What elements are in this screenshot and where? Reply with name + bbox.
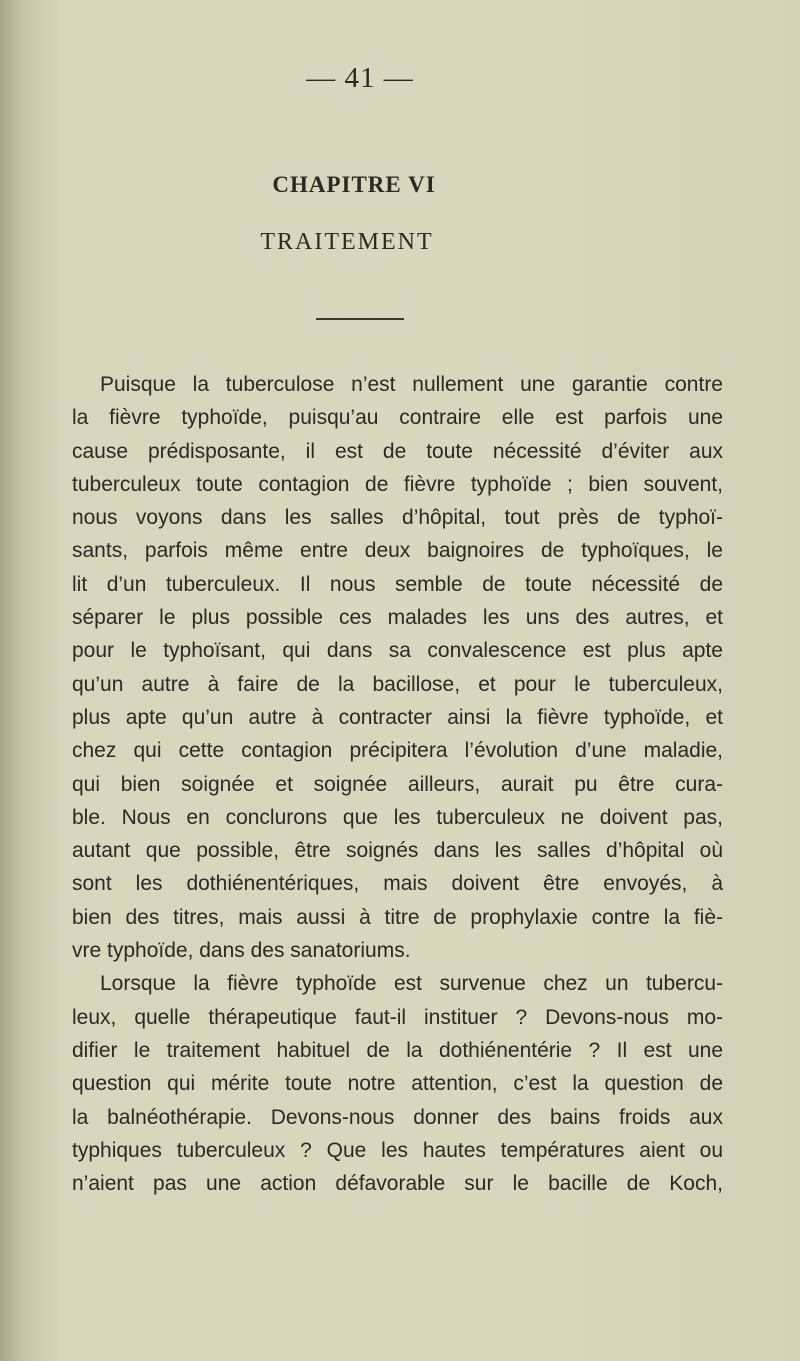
text-line: bien des titres, mais aussi à titre de prophylaxie contre la fiè- xyxy=(72,905,723,929)
text-line: Lorsque la fièvre typhoïde est survenue chez un tubercu- xyxy=(100,972,723,996)
text-line: pour le typhoïsant, qui dans sa convalescence est plus apte xyxy=(72,639,723,663)
chapter-heading: CHAPITRE VI xyxy=(272,172,436,197)
text-line: qu’un autre à faire de la bacillose, et pour le tuberculeux, xyxy=(72,672,723,696)
text-line: la balnéothérapie. Devons-nous donner des bains froids aux xyxy=(72,1105,723,1129)
body-text xyxy=(72,368,723,1200)
text-line: qui bien soignée et soignée ailleurs, aurait pu être cura- xyxy=(72,772,723,796)
section-title: TRAITEMENT xyxy=(260,229,434,255)
text-line: difier le traitement habituel de la dothiénentérie ? Il est une xyxy=(72,1038,723,1062)
text-line: typhiques tuberculeux ? Que les hautes températures aient ou xyxy=(72,1138,723,1162)
text-line: cause prédisposante, il est de toute nécessité d’éviter aux xyxy=(72,439,723,463)
text-line: chez qui cette contagion précipitera l’évolution d’une maladie, xyxy=(72,739,723,763)
text-line: n’aient pas une action défavorable sur le bacille de Koch, xyxy=(72,1172,723,1196)
text-line: plus apte qu’un autre à contracter ainsi la fièvre typhoïde, et xyxy=(72,705,723,729)
text-line: autant que possible, être soignés dans les salles d’hôpital où xyxy=(72,839,723,863)
text-line: tuberculeux toute contagion de fièvre typhoïde ; bien souvent, xyxy=(72,472,723,496)
text-line: leux, quelle thérapeutique faut-il instituer ? Devons-nous mo- xyxy=(72,1005,723,1029)
text-line: nous voyons dans les salles d’hôpital, tout près de typhoï- xyxy=(72,506,723,530)
text-line: séparer le plus possible ces malades les uns des autres, et xyxy=(72,606,723,630)
text-line: question qui mérite toute notre attention, c’est la question de xyxy=(72,1072,723,1096)
text-line: lit d’un tuberculeux. Il nous semble de toute nécessité de xyxy=(72,572,723,596)
text-line: Puisque la tuberculose n’est nullement une garantie contre xyxy=(100,373,723,396)
text-line: vre typhoïde, dans des sanatoriums. xyxy=(72,939,411,963)
text-line: sont les dothiénentériques, mais doivent être envoyés, à xyxy=(72,872,723,896)
text-line: la fièvre typhoïde, puisqu’au contraire elle est parfois une xyxy=(72,406,723,430)
page-number: — 41 — xyxy=(306,62,414,94)
text-line: sants, parfois même entre deux baignoires de typhoïques, le xyxy=(72,539,723,563)
text-line: ble. Nous en conclurons que les tuberculeux ne doivent pas, xyxy=(72,805,723,829)
divider-rule xyxy=(316,318,404,320)
